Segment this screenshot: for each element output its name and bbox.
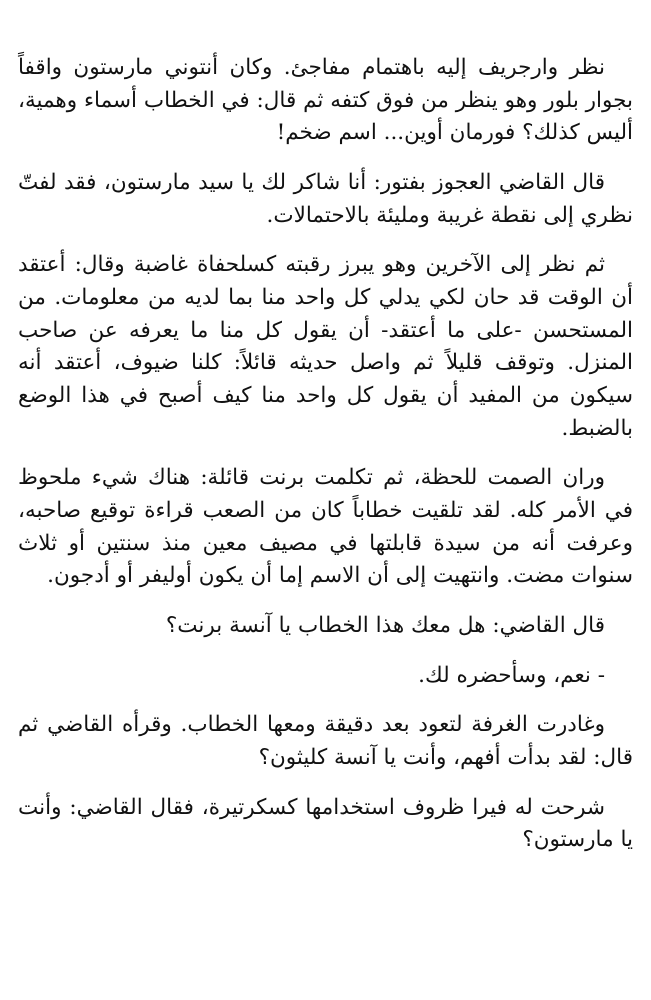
paragraph-6: - نعم، وسأحضره لك. xyxy=(418,662,605,688)
paragraph-2: قال القاضي العجوز بفتور: أنا شاكر لك يا سيد مارستون، فقد لفتّ نظري إلى نقطة غريبة ومليئة بالاحتمالات. xyxy=(18,170,633,228)
book-page xyxy=(18,52,633,874)
paragraph-1: نظر وارجريف إليه باهتمام مفاجئ. وكان أنتوني مارستون واقفاً بجوار بلور وهو ينظر من فوق كتفه ثم قال: في الخطاب أسماء وهمية، أليس كذلك؟ فورمان أوين... اسم ضخم! xyxy=(18,55,633,146)
paragraph-7: وغادرت الغرفة لتعود بعد دقيقة ومعها الخطاب. وقرأه القاضي ثم قال: لقد بدأت أفهم، وأنت يا آنسة كليثون؟ xyxy=(18,712,633,771)
paragraph-8: شرحت له فيرا ظروف استخدامها كسكرتيرة، فقال القاضي: وأنت يا مارستون؟ xyxy=(18,794,633,853)
paragraph-5: قال القاضي: هل معك هذا الخطاب يا آنسة برنت؟ xyxy=(165,613,605,639)
paragraph-3: ثم نظر إلى الآخرين وهو يبرز رقبته كسلحفاة غاضبة وقال: أعتقد أن الوقت قد حان لكي يدلي كل واحد منا بما لديه من معلومات. من المستحسن -على ما أعتقد- أن يقول كل منا ما يعرفه عن صاحب المنزل. وتوقف قليلاً ثم واصل حديثه قائلاً: كلنا ضيوف، أعتقد أنه سيكون من المفيد أن يقول كل واحد منا كيف أصبح في هذا الوضع بالضبط. xyxy=(18,252,633,441)
paragraph-4: وران الصمت للحظة، ثم تكلمت برنت قائلة: هناك شيء ملحوظ في الأمر كله. لقد تلقيت خطاباً كان من الصعب قراءة توقيع صاحبه، وعرفت أنه من سيدة قابلتها في مصيف معين منذ سنتين أو ثلاث سنوات مضت. وانتهيت إلى أن الاسم إما أن يكون أوليفر أو أدجون. xyxy=(18,465,633,589)
